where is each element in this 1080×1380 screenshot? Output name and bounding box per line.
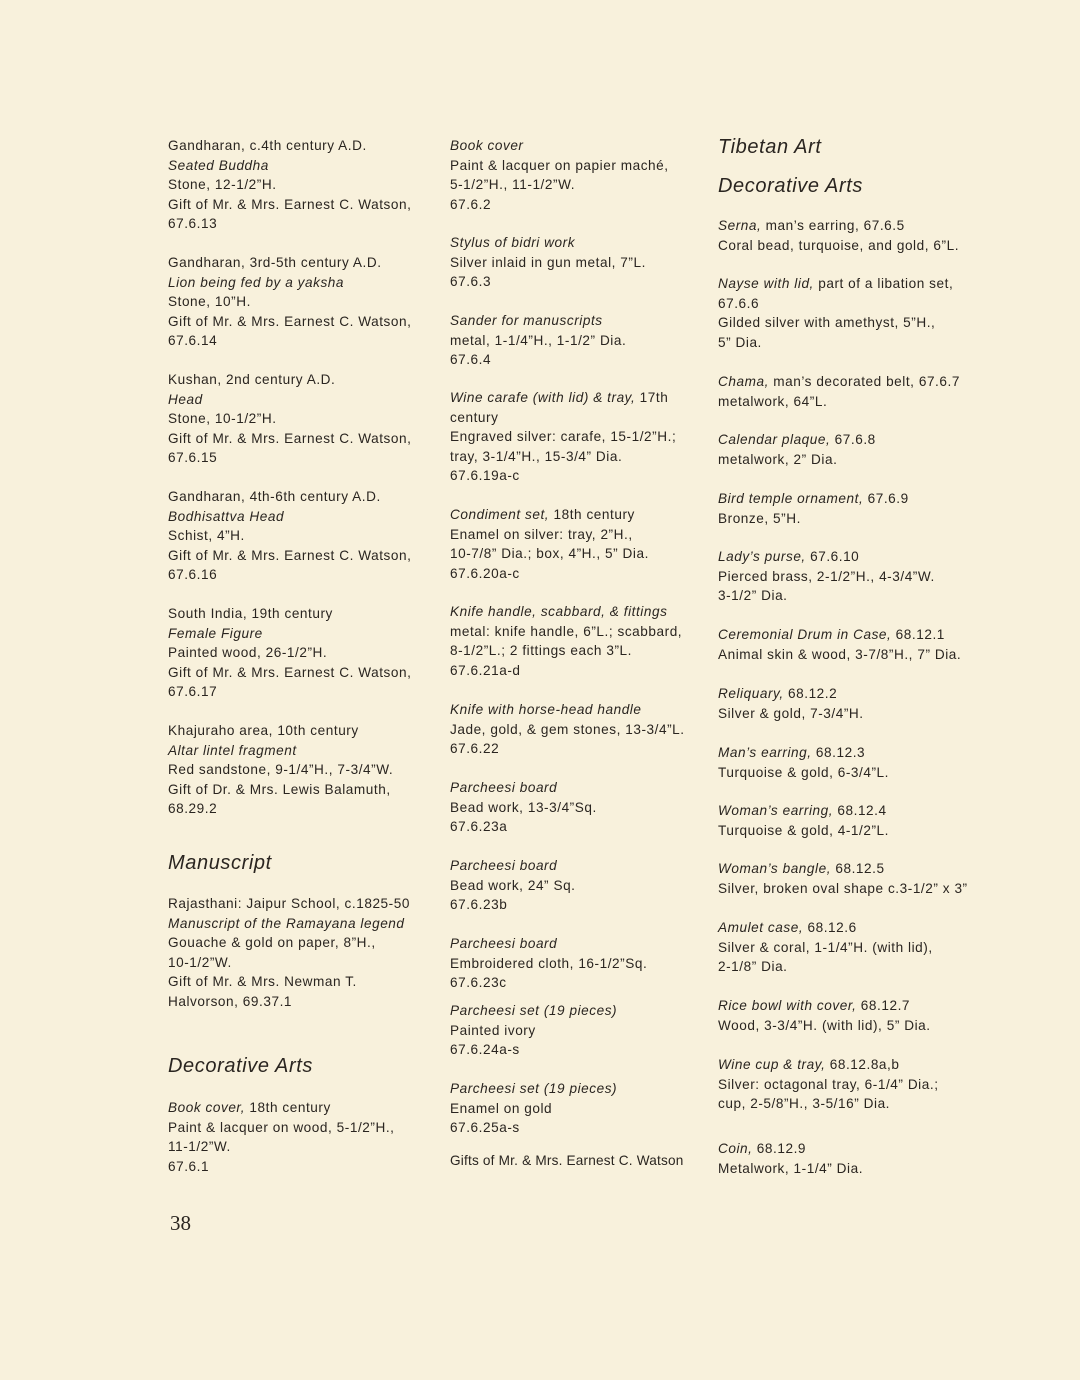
entry-heading-line: [718, 801, 889, 821]
catalog-entry: [168, 136, 411, 234]
entry-line: Paint & lacquer on papier maché,: [450, 157, 669, 173]
entry-title: Rice bowl with cover,: [718, 998, 857, 1013]
entry-heading-line: [168, 1098, 395, 1118]
entry-title: Wine cup & tray,: [718, 1057, 826, 1072]
entry-heading-line: [718, 216, 959, 236]
entry-material: Schist, 4”H.: [168, 528, 245, 543]
entry-detail: 17th: [635, 390, 669, 405]
entry-line: 67.6.2: [450, 196, 492, 212]
catalog-entry: [450, 778, 597, 837]
entry-title: Man’s earring,: [718, 745, 812, 760]
catalog-entry: [450, 934, 647, 993]
entry-line: 5-1/2”H., 11-1/2”W.: [450, 177, 576, 192]
entry-title: Lion being fed by a yaksha: [168, 274, 345, 290]
catalog-entry: [450, 602, 682, 680]
entry-heading-line: [450, 233, 646, 253]
entry-line: Silver & gold, 7-3/4”H.: [718, 705, 864, 721]
catalog-entry: [168, 721, 393, 819]
entry-title: Altar lintel fragment: [168, 742, 297, 758]
entry-title: Lady’s purse,: [718, 549, 806, 564]
entry-credit: Gift of Mr. & Mrs. Earnest C. Watson,: [168, 664, 412, 680]
entry-accession: 67.6.1: [168, 1158, 210, 1174]
entry-accession: 67.6.15: [168, 450, 218, 465]
entry-line: 67.6.20a-c: [450, 565, 520, 581]
entry-line: 67.6.23a: [450, 819, 508, 834]
section-heading-decorative-arts: Decorative Arts: [168, 1055, 313, 1077]
entry-line: 67.6.23b: [450, 897, 508, 912]
entry-line: Silver inlaid in gun metal, 7”L.: [450, 254, 646, 270]
entry-detail: 68.12.2: [783, 686, 838, 701]
entry-line: Metalwork, 1-1/4” Dia.: [718, 1160, 864, 1176]
entry-heading-line: [450, 700, 685, 720]
entry-origin: Gandharan, c.4th century A.D.: [168, 138, 367, 153]
entry-line: Engraved silver: carafe, 15-1/2”H.;: [450, 429, 677, 444]
entry-origin: Khajuraho area, 10th century: [168, 723, 359, 738]
entry-line: 67.6.19a-c: [450, 468, 520, 483]
entry-detail: man’s earring, 67.6.5: [761, 218, 905, 233]
entry-dimension: 10-1/2”W.: [168, 954, 232, 970]
entry-line: 67.6.4: [450, 352, 492, 367]
catalog-entry: [718, 372, 960, 411]
entry-origin: South India, 19th century: [168, 606, 333, 621]
entry-line: Enamel on gold: [450, 1100, 553, 1116]
entry-title: Bodhisattva Head: [168, 508, 285, 524]
entry-line: Gilded silver with amethyst, 5”H.,: [718, 315, 936, 330]
catalog-entry: [168, 487, 411, 585]
entry-accession: 67.6.16: [168, 567, 218, 582]
entry-title: Female Figure: [168, 625, 263, 641]
catalog-entry: [718, 430, 876, 469]
entry-title: Stylus of bidri work: [450, 235, 576, 250]
catalog-entry: [718, 489, 909, 528]
entry-detail: 68.12.9: [752, 1141, 807, 1156]
entry-heading-line: [718, 372, 960, 392]
entry-heading-line: [718, 743, 889, 763]
entry-title: Seated Buddha: [168, 157, 269, 173]
entry-heading-line: [450, 778, 597, 798]
entry-heading-line: [718, 489, 909, 509]
section-heading-decorative-arts: Decorative Arts: [718, 175, 863, 197]
entry-material: Stone, 10”H.: [168, 294, 251, 309]
entry-title: Serna,: [718, 218, 762, 233]
catalog-entry: [450, 1001, 617, 1060]
entry-line: Coral bead, turquoise, and gold, 6”L.: [718, 237, 960, 253]
entry-detail: 67.6.8: [830, 432, 876, 447]
entry-line: 3-1/2” Dia.: [718, 588, 788, 603]
entry-detail: 68.12.7: [856, 998, 911, 1013]
entry-dimension: 11-1/2”W.: [168, 1139, 231, 1154]
section-heading-tibetan-art: Tibetan Art: [718, 136, 822, 158]
entry-line: 8-1/2”L.; 2 fittings each 3”L.: [450, 643, 632, 658]
entry-detail: 68.12.8a,b: [825, 1057, 900, 1072]
entry-title: Parcheesi board: [450, 780, 558, 795]
entry-heading-line: [718, 1055, 939, 1075]
entry-line: 67.6.21a-d: [450, 662, 521, 678]
entry-line: Turquoise & gold, 6-3/4”L.: [718, 764, 889, 780]
catalog-entry: [718, 859, 968, 898]
entry-credit: Gift of Dr. & Mrs. Lewis Balamuth,: [168, 781, 391, 797]
entry-detail: 18th century: [549, 507, 635, 522]
entry-origin: Gandharan, 3rd-5th century A.D.: [168, 255, 382, 270]
entry-title: Woman’s earring,: [718, 803, 834, 818]
entry-line: 67.6.6: [718, 295, 760, 311]
entry-line: metal, 1-1/4”H., 1-1/2” Dia.: [450, 332, 627, 348]
entry-line: Embroidered cloth, 16-1/2”Sq.: [450, 955, 648, 971]
entry-heading-line: [718, 625, 961, 645]
entry-title: Parcheesi set (19 pieces): [450, 1081, 618, 1096]
entry-detail: 68.12.6: [803, 920, 857, 935]
entry-heading-line: [718, 547, 935, 567]
catalog-entry: [450, 233, 646, 292]
catalog-entry: [718, 743, 889, 782]
entry-heading-line: [450, 1001, 617, 1021]
entry-title: Condiment set,: [450, 507, 550, 522]
catalog-entry: [718, 274, 953, 352]
entry-heading-line: [450, 136, 669, 156]
catalog-entry: [168, 253, 411, 351]
catalog-entry: [450, 700, 685, 759]
entry-accession: 67.6.13: [168, 216, 218, 231]
catalog-entry: [718, 1055, 939, 1114]
catalog-entry: [718, 547, 935, 606]
entry-material: Red sandstone, 9-1/4”H., 7-3/4”W.: [168, 762, 394, 777]
entry-origin: Gandharan, 4th-6th century A.D.: [168, 489, 381, 504]
catalog-entry: [450, 1079, 617, 1138]
entry-credit: Gift of Mr. & Mrs. Earnest C. Watson,: [168, 547, 412, 563]
catalog-entry: [718, 996, 931, 1035]
entry-material: Painted wood, 26-1/2”H.: [168, 645, 328, 660]
entry-line: Enamel on silver: tray, 2”H.,: [450, 526, 633, 542]
entry-title: Sander for manuscripts: [450, 313, 603, 328]
entry-title: Parcheesi board: [450, 936, 558, 951]
catalog-entry: [450, 505, 649, 583]
gift-credit-footer: Gifts of Mr. & Mrs. Earnest C. Watson: [450, 1153, 684, 1168]
catalog-entry: [450, 388, 676, 486]
entry-heading-line: [450, 388, 676, 408]
entry-heading-line: [450, 505, 649, 525]
page-number: 38: [170, 1211, 191, 1235]
entry-title: Chama,: [718, 374, 769, 389]
entry-origin: Rajasthani: Jaipur School, c.1825-50: [168, 896, 410, 911]
entry-line: Pierced brass, 2-1/2”H., 4-3/4”W.: [718, 568, 935, 584]
entry-accession: 68.29.2: [168, 801, 218, 816]
catalog-entry: [718, 216, 959, 255]
entry-heading-line: [718, 430, 876, 450]
entry-title: Calendar plaque,: [718, 432, 831, 447]
entry-credit: Gift of Mr. & Mrs. Earnest C. Watson,: [168, 313, 412, 329]
entry-title: Manuscript of the Ramayana legend: [168, 915, 405, 931]
entry-heading-line: [450, 1079, 617, 1099]
catalog-entry: [168, 1098, 395, 1176]
entry-detail: 67.6.9: [863, 491, 909, 506]
entry-detail: man’s decorated belt, 67.6.7: [768, 374, 960, 389]
entry-material: Stone, 10-1/2”H.: [168, 411, 277, 426]
entry-heading-line: [718, 274, 953, 294]
catalog-entry: [718, 684, 864, 723]
entry-title: Nayse with lid,: [718, 276, 814, 291]
entry-line: Bead work, 13-3/4”Sq.: [450, 799, 597, 815]
entry-title: Knife handle, scabbard, & fittings: [450, 604, 668, 619]
catalog-entry: [168, 604, 411, 702]
entry-material: Stone, 12-1/2”H.: [168, 177, 277, 192]
entry-line: century: [450, 409, 499, 425]
entry-detail: 68.12.4: [833, 803, 887, 818]
entry-title: Parcheesi board: [450, 858, 558, 873]
entry-heading-line: [718, 1139, 863, 1159]
entry-title: Wine carafe (with lid) & tray,: [450, 390, 636, 405]
entry-heading-line: [450, 856, 576, 876]
entry-title: Book cover: [450, 138, 524, 153]
entry-heading-line: [718, 859, 968, 879]
entry-line: metalwork, 2” Dia.: [718, 451, 838, 467]
entry-line: 67.6.22: [450, 741, 500, 756]
entry-line: Jade, gold, & gem stones, 13-3/4”L.: [450, 721, 685, 737]
entry-heading-line: [718, 996, 931, 1016]
entry-line: Silver: octagonal tray, 6-1/4” Dia.;: [718, 1076, 939, 1092]
entry-line: 67.6.24a-s: [450, 1042, 520, 1057]
entry-line: tray, 3-1/4”H., 15-3/4” Dia.: [450, 448, 623, 464]
entry-origin: Kushan, 2nd century A.D.: [168, 372, 336, 387]
entry-line: 5” Dia.: [718, 334, 762, 350]
entry-line: Bead work, 24” Sq.: [450, 877, 576, 893]
entry-line: Bronze, 5”H.: [718, 510, 801, 526]
entry-line: 10-7/8” Dia.; box, 4”H., 5” Dia.: [450, 546, 649, 561]
entry-title: Coin,: [718, 1141, 753, 1156]
entry-title: Amulet case,: [718, 920, 804, 935]
entry-heading-line: [450, 311, 626, 331]
entry-line: 67.6.25a-s: [450, 1120, 520, 1135]
entry-title: Woman’s bangle,: [718, 861, 832, 876]
entry-line: Silver, broken oval shape c.3-1/2” x 3”: [718, 880, 968, 896]
entry-detail: 68.12.5: [831, 861, 885, 876]
entry-accession: Halvorson, 69.37.1: [168, 993, 293, 1009]
entry-title: Ceremonial Drum in Case,: [718, 627, 892, 642]
entry-detail: part of a libation set,: [813, 276, 954, 291]
entry-heading-line: [450, 602, 682, 622]
section-heading-manuscript: Manuscript: [168, 852, 272, 874]
entry-title: Book cover,: [168, 1100, 246, 1115]
entry-date: 18th century: [245, 1100, 331, 1115]
entry-line: Wood, 3-3/4”H. (with lid), 5” Dia.: [718, 1017, 931, 1033]
entry-line: cup, 2-5/8”H., 3-5/16” Dia.: [718, 1096, 891, 1111]
entry-detail: 68.12.3: [811, 745, 866, 760]
entry-heading-line: [718, 918, 933, 938]
entry-line: metal: knife handle, 6”L.; scabbard,: [450, 623, 683, 639]
entry-material: Paint & lacquer on wood, 5-1/2”H.,: [168, 1119, 395, 1135]
entry-line: 2-1/8” Dia.: [718, 959, 788, 974]
entry-credit: Gift of Mr. & Mrs. Earnest C. Watson,: [168, 196, 412, 212]
entry-detail: 67.6.10: [805, 549, 860, 564]
entry-heading-line: [450, 934, 647, 954]
entry-line: metalwork, 64”L.: [718, 393, 828, 409]
entry-credit: Gift of Mr. & Mrs. Newman T.: [168, 974, 357, 989]
entry-accession: 67.6.14: [168, 333, 218, 348]
catalog-entry: [450, 311, 626, 370]
entry-title: Bird temple ornament,: [718, 491, 864, 506]
catalog-entry: [168, 370, 411, 468]
entry-line: Turquoise & gold, 4-1/2”L.: [718, 822, 889, 838]
catalog-entry: [718, 625, 961, 664]
catalog-entry: [450, 856, 576, 915]
entry-title: Reliquary,: [718, 686, 784, 701]
entry-detail: 68.12.1: [891, 627, 945, 642]
entry-title: Knife with horse-head handle: [450, 702, 642, 717]
catalog-entry: [718, 801, 889, 840]
entry-line: 67.6.23c: [450, 975, 507, 990]
catalog-entry: [168, 894, 410, 1011]
entry-line: Animal skin & wood, 3-7/8”H., 7” Dia.: [718, 646, 962, 662]
catalog-entry: [450, 136, 669, 214]
entry-line: Painted ivory: [450, 1022, 536, 1038]
catalog-entry: [718, 918, 933, 977]
entry-credit: Gift of Mr. & Mrs. Earnest C. Watson,: [168, 430, 412, 446]
entry-accession: 67.6.17: [168, 684, 218, 699]
catalog-entry: [718, 1139, 863, 1178]
entry-line: 67.6.3: [450, 274, 492, 289]
entry-title: Head: [168, 391, 203, 407]
entry-title: Parcheesi set (19 pieces): [450, 1003, 618, 1018]
entry-heading-line: [718, 684, 864, 704]
entry-material: Gouache & gold on paper, 8”H.,: [168, 935, 376, 950]
entry-line: Silver & coral, 1-1/4”H. (with lid),: [718, 939, 933, 955]
